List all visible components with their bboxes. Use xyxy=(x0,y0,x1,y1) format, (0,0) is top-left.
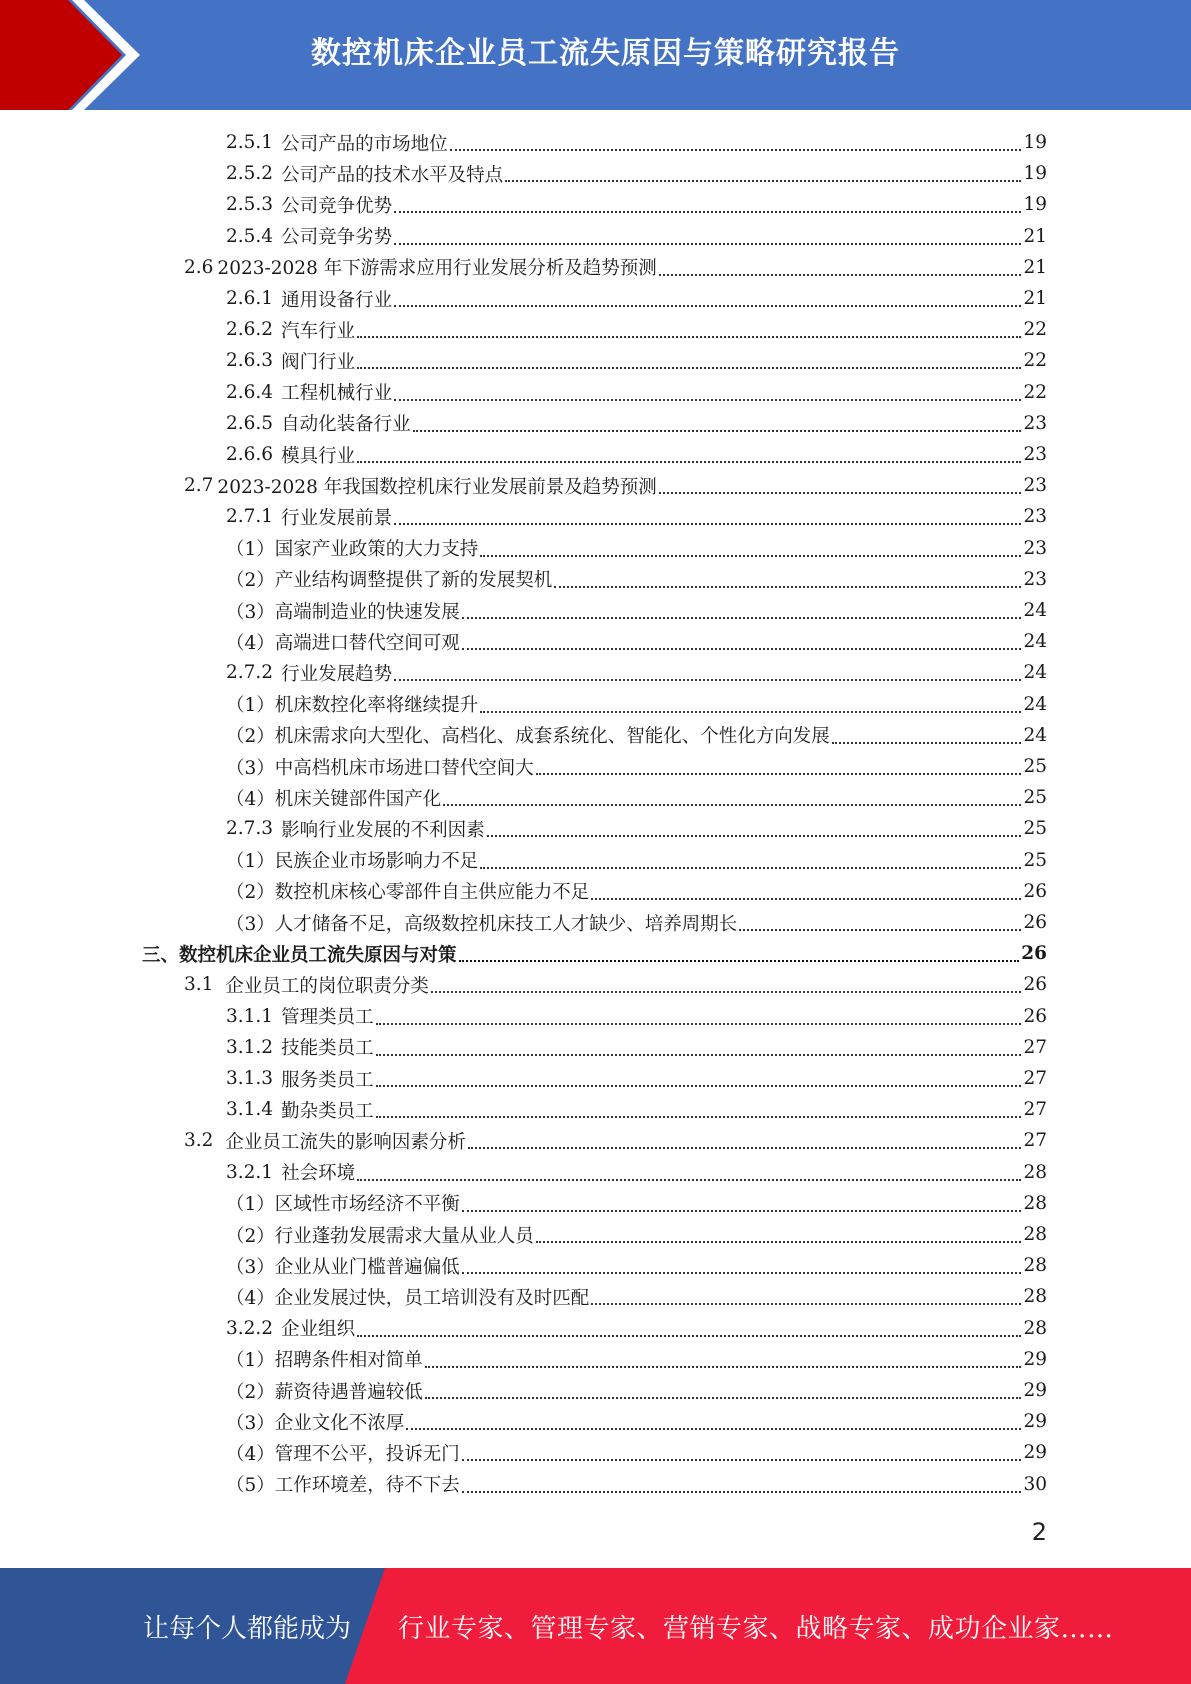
toc-entry-page: 22 xyxy=(1023,319,1047,341)
toc-entry-page: 24 xyxy=(1023,724,1047,746)
toc-entry-number: 2.6.4 xyxy=(226,381,274,403)
toc-entry-page: 29 xyxy=(1023,1442,1047,1464)
toc-entry[interactable] xyxy=(226,564,1047,595)
toc-entry-label: 通用设备行业 xyxy=(281,289,393,311)
toc-dot-leader xyxy=(376,1115,1022,1118)
toc-entry-number: （1） xyxy=(226,695,275,717)
toc-entry-number: （2） xyxy=(226,726,275,748)
toc-entry-label: 机床需求向大型化、高档化、成套系统化、智能化、个性化方向发展 xyxy=(274,726,830,748)
toc-entry[interactable] xyxy=(226,813,1047,844)
toc-entry[interactable] xyxy=(226,689,1047,720)
toc-dot-leader xyxy=(394,398,1021,401)
toc-dot-leader xyxy=(480,866,1021,869)
toc-entry-label: 企业从业门槛普遍偏低 xyxy=(274,1256,460,1278)
toc-entry-label: 数控机床企业员工流失原因与对策 xyxy=(179,944,457,966)
toc-entry-number: 2.5.2 xyxy=(226,163,274,185)
toc-entry[interactable] xyxy=(226,377,1047,408)
toc-entry-number: 3.1 xyxy=(184,974,214,996)
toc-entry-page: 27 xyxy=(1023,1099,1047,1121)
toc-entry-label: 企业员工流失的影响因素分析 xyxy=(225,1131,466,1153)
toc-entry-label: 汽车行业 xyxy=(281,320,356,342)
toc-entry-label: 管理类员工 xyxy=(281,1007,374,1029)
toc-entry[interactable] xyxy=(226,1063,1047,1094)
toc-entry-page: 29 xyxy=(1023,1348,1047,1370)
toc-entry[interactable] xyxy=(226,1344,1047,1375)
toc-dot-leader xyxy=(462,1209,1022,1212)
toc-entry-label: 模具行业 xyxy=(281,445,356,467)
toc-entry-number: 2.7.2 xyxy=(226,662,274,684)
toc-dot-leader xyxy=(536,772,1022,775)
toc-entry[interactable] xyxy=(226,1032,1047,1063)
toc-dot-leader xyxy=(554,585,1021,588)
toc-entry-page: 28 xyxy=(1023,1224,1047,1245)
toc-entry-number: （3） xyxy=(226,757,275,779)
toc-entry-page: 23 xyxy=(1023,444,1047,465)
toc-entry-page: 28 xyxy=(1023,1286,1047,1308)
toc-dot-leader xyxy=(536,1240,1022,1243)
toc-entry-label: 公司竞争优势 xyxy=(281,195,393,217)
toc-entry[interactable] xyxy=(226,720,1047,751)
toc-entry-label: 机床数控化率将继续提升 xyxy=(274,695,479,717)
toc-entry-page: 29 xyxy=(1023,1411,1047,1433)
toc-dot-leader xyxy=(591,897,1021,900)
toc-entry-label: 企业文化不浓厚 xyxy=(274,1412,405,1434)
toc-entry-number: 2.7.3 xyxy=(226,818,274,840)
toc-dot-leader xyxy=(450,148,1022,151)
toc-entry-page: 24 xyxy=(1023,693,1047,715)
toc-entry-page: 26 xyxy=(1021,943,1047,965)
toc-entry-label: 数控机床核心零部件自主供应能力不足 xyxy=(274,882,590,904)
toc-entry-number: 2.7 xyxy=(184,475,214,497)
toc-entry[interactable] xyxy=(226,221,1047,252)
toc-dot-leader xyxy=(480,554,1021,557)
toc-entry-label: 公司产品的技术水平及特点 xyxy=(281,164,504,186)
toc-dot-leader xyxy=(480,710,1021,713)
toc-entry-page: 23 xyxy=(1023,412,1047,434)
toc-dot-leader xyxy=(462,1490,1022,1493)
toc-entry-label: 区域性市场经济不平衡 xyxy=(274,1194,460,1216)
toc-entry-number: （3） xyxy=(226,1412,275,1434)
toc-entry[interactable] xyxy=(226,127,1047,158)
toc-entry-page: 19 xyxy=(1023,194,1047,216)
toc-dot-leader xyxy=(468,1146,1022,1149)
toc-entry-number: 2.6 xyxy=(184,256,214,278)
toc-entry[interactable] xyxy=(226,345,1047,376)
toc-entry-number: 3.1.3 xyxy=(226,1068,274,1089)
toc-entry[interactable] xyxy=(226,1406,1047,1437)
toc-entry-number: （4） xyxy=(226,1443,275,1465)
page-footer xyxy=(0,1568,1191,1684)
toc-entry[interactable] xyxy=(226,1094,1047,1125)
toc-entry-number: （4） xyxy=(226,1287,275,1309)
toc-entry-number: （1） xyxy=(226,539,275,561)
toc-entry-number: 3.1.1 xyxy=(226,1005,274,1027)
toc-entry[interactable] xyxy=(226,314,1047,345)
toc-entry-number: 3.1.4 xyxy=(226,1099,274,1121)
toc-dot-leader xyxy=(659,491,1022,494)
toc-entry-label: 国家产业政策的大力支持 xyxy=(274,539,479,561)
toc-dot-leader xyxy=(462,1458,1022,1461)
toc-dot-leader xyxy=(591,1302,1021,1305)
toc-entry-label: 中高档机床市场进口替代空间大 xyxy=(274,757,534,779)
toc-entry-page: 25 xyxy=(1023,818,1047,840)
toc-dot-leader xyxy=(487,834,1022,837)
toc-entry[interactable] xyxy=(226,876,1047,907)
toc-entry-page: 27 xyxy=(1023,1036,1047,1058)
toc-entry[interactable] xyxy=(226,1375,1047,1406)
toc-entry-number: 2.6.1 xyxy=(226,288,274,309)
footer-slogan-right: 行业专家、管理专家、营销专家、战略专家、成功企业家…… xyxy=(398,1613,1114,1644)
toc-entry[interactable] xyxy=(184,969,1047,1000)
toc-entry[interactable] xyxy=(226,283,1047,314)
toc-entry-number: （1） xyxy=(226,851,275,873)
toc-entry-label: 高端进口替代空间可观 xyxy=(274,632,460,654)
toc-entry-number: （3） xyxy=(226,913,275,935)
toc-entry-label: 工程机械行业 xyxy=(281,383,393,405)
toc-entry-number: 2.5.4 xyxy=(226,225,274,247)
toc-dot-leader xyxy=(394,210,1021,213)
page-number: 2 xyxy=(1031,1518,1047,1546)
toc-entry-page: 23 xyxy=(1023,475,1047,497)
toc-entry-label: 行业蓬勃发展需求大量从业人员 xyxy=(274,1225,534,1247)
toc-entry-page: 25 xyxy=(1023,756,1047,777)
toc-entry-number: 2.6.2 xyxy=(226,319,274,341)
toc-entry-page: 26 xyxy=(1023,912,1047,933)
toc-entry-page: 22 xyxy=(1023,350,1047,372)
toc-dot-leader xyxy=(394,242,1021,245)
toc-entry-label: 2023-2028 年我国数控机床行业发展前景及趋势预测 xyxy=(217,476,657,498)
toc-entry-page: 26 xyxy=(1023,880,1047,902)
toc-dot-leader xyxy=(357,366,1021,369)
toc-entry-number: （2） xyxy=(226,1225,275,1247)
toc-entry-page: 30 xyxy=(1023,1473,1047,1495)
toc-entry-label: 人才储备不足，高级数控机床技工人才缺少、培养周期长 xyxy=(274,913,738,935)
toc-entry[interactable] xyxy=(226,1437,1047,1468)
toc-entry-number: 3.2 xyxy=(184,1130,214,1152)
toc-entry-label: 薪资待遇普遍较低 xyxy=(274,1381,423,1403)
toc-dot-leader xyxy=(462,616,1022,619)
toc-dot-leader xyxy=(462,647,1022,650)
toc-entry-number: （3） xyxy=(226,1256,275,1278)
toc-entry-number: （1） xyxy=(226,1350,275,1372)
toc-entry-page: 25 xyxy=(1023,849,1047,871)
toc-entry-page: 29 xyxy=(1023,1380,1047,1401)
toc-entry-label: 企业员工的岗位职责分类 xyxy=(225,975,429,997)
toc-entry-page: 19 xyxy=(1023,132,1047,153)
toc-entry[interactable] xyxy=(142,938,1047,969)
toc-entry[interactable] xyxy=(226,1219,1047,1250)
toc-entry-page: 23 xyxy=(1023,537,1047,559)
toc-entry-page: 28 xyxy=(1023,1255,1047,1277)
toc-entry-page: 25 xyxy=(1023,787,1047,809)
toc-dot-leader xyxy=(394,522,1021,525)
toc-entry-number: 2.7.1 xyxy=(226,506,274,528)
toc-entry-page: 19 xyxy=(1023,163,1047,185)
toc-dot-leader xyxy=(832,741,1022,744)
toc-entry-label: 勤杂类员工 xyxy=(281,1100,374,1122)
toc-entry[interactable] xyxy=(226,1313,1047,1344)
toc-entry[interactable] xyxy=(226,408,1047,439)
toc-entry-page: 28 xyxy=(1023,1192,1047,1214)
toc-entry-label: 公司产品的市场地位 xyxy=(281,133,448,155)
toc-dot-leader xyxy=(425,1365,1022,1368)
toc-entry[interactable] xyxy=(226,189,1047,220)
footer-slogan-left: 让每个人都能成为 xyxy=(143,1613,352,1644)
toc-entry-number: 3.2.2 xyxy=(226,1317,274,1339)
toc-entry-page: 24 xyxy=(1023,600,1047,621)
toc-entry-number: 3.1.2 xyxy=(226,1036,274,1058)
toc-entry-number: 三、 xyxy=(142,944,180,966)
toc-entry-number: 2.6.6 xyxy=(226,444,274,465)
toc-entry-page: 27 xyxy=(1023,1130,1047,1152)
toc-entry[interactable] xyxy=(226,626,1047,657)
toc-dot-leader xyxy=(357,460,1021,463)
toc-entry-label: 阀门行业 xyxy=(281,351,356,373)
toc-entry[interactable] xyxy=(226,439,1047,470)
toc-dot-leader xyxy=(376,1084,1022,1087)
toc-entry-number: （2） xyxy=(226,882,275,904)
toc-entry-page: 26 xyxy=(1023,1005,1047,1027)
toc-entry-number: （4） xyxy=(226,632,275,654)
toc-dot-leader xyxy=(394,304,1021,307)
toc-dot-leader xyxy=(406,1427,1021,1430)
toc-entry-number: 2.6.3 xyxy=(226,350,274,372)
toc-entry-number: （5） xyxy=(226,1475,275,1497)
toc-entry-number: （1） xyxy=(226,1194,275,1216)
toc-entry[interactable] xyxy=(226,907,1047,938)
toc-entry[interactable] xyxy=(184,470,1047,501)
toc-entry[interactable] xyxy=(226,1001,1047,1032)
toc-entry-number: 2.5.3 xyxy=(226,194,274,216)
toc-entry-label: 企业发展过快，员工培训没有及时匹配 xyxy=(274,1287,590,1309)
toc-entry-page: 21 xyxy=(1023,288,1047,309)
toc-entry[interactable] xyxy=(226,595,1047,626)
toc-entry-label: 工作环境差，待不下去 xyxy=(274,1475,460,1497)
toc-dot-leader xyxy=(443,803,1021,806)
toc-entry-page: 28 xyxy=(1023,1317,1047,1339)
toc-entry-page: 23 xyxy=(1023,568,1047,590)
toc-entry[interactable] xyxy=(184,1125,1047,1156)
toc-entry-label: 行业发展前景 xyxy=(281,507,393,529)
toc-entry-label: 产业结构调整提供了新的发展契机 xyxy=(274,570,553,592)
toc-entry-page: 21 xyxy=(1023,225,1047,247)
toc-dot-leader xyxy=(505,179,1021,182)
toc-entry-label: 2023-2028 年下游需求应用行业发展分析及趋势预测 xyxy=(217,258,657,280)
toc-entry[interactable] xyxy=(226,1281,1047,1312)
toc-entry-label: 管理不公平，投诉无门 xyxy=(274,1443,460,1465)
toc-entry-label: 高端制造业的快速发展 xyxy=(274,601,460,623)
toc-dot-leader xyxy=(376,1022,1022,1025)
toc-entry[interactable] xyxy=(226,1250,1047,1281)
toc-entry-label: 技能类员工 xyxy=(281,1038,374,1060)
toc-entry-number: （2） xyxy=(226,570,275,592)
toc-dot-leader xyxy=(739,928,1021,931)
toc-dot-leader xyxy=(357,335,1021,338)
toc-entry-label: 招聘条件相对简单 xyxy=(274,1350,423,1372)
toc-dot-leader xyxy=(357,1178,1021,1181)
toc-entry-page: 27 xyxy=(1023,1068,1047,1089)
toc-entry-page: 21 xyxy=(1023,256,1047,278)
toc-entry-label: 企业组织 xyxy=(281,1319,356,1341)
toc-entry[interactable] xyxy=(184,252,1047,283)
toc-entry[interactable] xyxy=(226,1157,1047,1188)
toc-entry[interactable] xyxy=(226,1469,1047,1500)
toc-entry-page: 26 xyxy=(1023,974,1047,996)
report-title: 数控机床企业员工流失原因与策略研究报告 xyxy=(311,36,900,71)
toc-entry-number: 3.2.1 xyxy=(226,1161,274,1183)
toc-entry-number: （3） xyxy=(226,601,275,623)
toc-entry-page: 23 xyxy=(1023,506,1047,528)
toc-entry-page: 28 xyxy=(1023,1161,1047,1183)
toc-entry-label: 行业发展趋势 xyxy=(281,663,393,685)
toc-entry-label: 机床关键部件国产化 xyxy=(274,788,442,810)
toc-dot-leader xyxy=(357,1334,1021,1337)
toc-dot-leader xyxy=(413,429,1022,432)
toc-entry-label: 服务类员工 xyxy=(281,1069,374,1091)
toc-dot-leader xyxy=(376,1053,1022,1056)
toc-dot-leader xyxy=(462,1271,1022,1274)
page-header xyxy=(0,0,1191,110)
toc-dot-leader xyxy=(394,678,1021,681)
toc-entry[interactable] xyxy=(226,782,1047,813)
toc-entry-label: 公司竞争劣势 xyxy=(281,227,393,249)
toc-entry-label: 民族企业市场影响力不足 xyxy=(274,851,479,873)
toc-entry-label: 自动化装备行业 xyxy=(281,414,411,436)
toc-entry[interactable] xyxy=(226,533,1047,564)
toc-entry-page: 22 xyxy=(1023,381,1047,403)
toc-entry[interactable] xyxy=(226,501,1047,532)
toc-dot-leader xyxy=(431,990,1022,993)
toc-dot-leader xyxy=(659,273,1022,276)
toc-entry-page: 24 xyxy=(1023,662,1047,684)
toc-entry-label: 影响行业发展的不利因素 xyxy=(281,819,485,841)
toc-entry-number: 2.6.5 xyxy=(226,412,274,434)
toc-dot-leader xyxy=(459,959,1020,962)
toc-entry[interactable] xyxy=(226,845,1047,876)
toc-entry-page: 24 xyxy=(1023,631,1047,653)
toc-entry[interactable] xyxy=(226,751,1047,782)
toc-dot-leader xyxy=(425,1396,1022,1399)
toc-entry-number: （2） xyxy=(226,1381,275,1403)
toc-entry-number: 2.5.1 xyxy=(226,132,274,153)
toc-entry[interactable] xyxy=(226,1188,1047,1219)
toc-entry-label: 社会环境 xyxy=(281,1163,356,1185)
toc-entry-number: （4） xyxy=(226,788,275,810)
toc-entry[interactable] xyxy=(226,657,1047,688)
toc-entry[interactable] xyxy=(226,158,1047,189)
